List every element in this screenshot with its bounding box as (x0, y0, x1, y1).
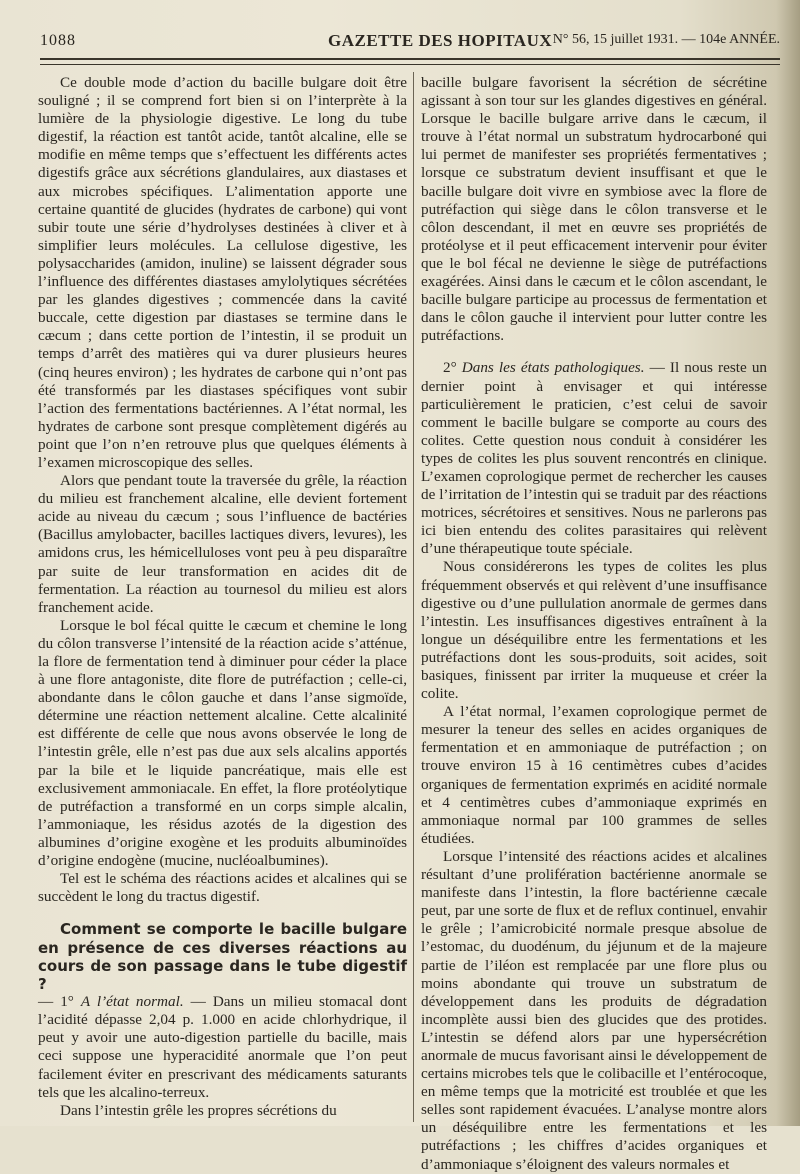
paragraph: Lorsque l’intensité des réactions acides et alcalines résultant d’une prolifération bactérienne anormale se manifeste dans l’intestin, la flore bactérienne cæcale peut, par une sorte de flux et de reflux continuel, envahir le grêle ; l’amicrobicité normale presque absolue de l’estomac, du duodénum, du jéjunum et de la majeure partie de l’iléon est remplacée par une flore plus ou moins abondante qui trouve un substratum de développement dans les produits de dégradation incomplète aussi bien des glucides que des protides. L’intestin se défend alors par une hypersécrétion anormale de mucus favorisant ainsi le développement de certains microbes tels que le colibacille et l’entérocoque, en même temps que la motricité est troublée et que les selles sont rapidement évacuées. L’analyse montre alors un déséquilibre entre les fermentations et les putréfactions ; les chiffres d’acides organiques et d’ammoniaque s’éloignent des valeurs normales et (421, 847, 767, 1173)
spacer (38, 906, 407, 920)
page-number: 1088 (40, 32, 76, 49)
paragraph (38, 993, 407, 1102)
paragraph (421, 359, 767, 558)
paragraph: Alors que pendant toute la traversée du grêle, la réaction du milieu est franchement alcaline, elle devient fortement acide au niveau du cæcum ; sous l’influence de bactéries (Bacillus amylobacter, bacilles lactiques divers, levures), les amidons crus, les hémicelluloses vont peu à peu disparaître par suite de leur transformation en acides dit de fermentation. La réaction au tournesol du milieu est alors franchement acide. (38, 472, 407, 616)
paragraph-prefix: — 1° (38, 993, 81, 1011)
column-divider (413, 72, 414, 1122)
right-column (421, 74, 767, 1174)
issue-info: N° 56, 15 juillet 1931. — 104e ANNÉE. (552, 32, 780, 47)
left-column (38, 74, 407, 1120)
section-heading: Comment se comporte le bacille bulgare en présence de ces diverses réactions au cours de son passage dans le tube digestif ? (38, 920, 407, 993)
journal-title: GAZETTE DES HOPITAUX (328, 31, 553, 50)
paragraph: Nous considérerons les types de colites les plus fréquemment observés et qui relèvent d’une insuffisance digestive ou d’une pullulation anormale de germes dans l’intestin. Les insuffisances digestives entraînent à la longue un déséquilibre entre les fermentations et les putréfactions dont les sous-produits, soit acides, soit basiques, finissent par irriter la muqueuse et créer la colite. (421, 558, 767, 703)
subsection-title: Dans les états pathologiques. (461, 359, 645, 377)
paragraph: Ce double mode d’action du bacille bulgare doit être souligné ; il se comprend fort bien si on l’interprète à la lumière de la physiologie digestive. Le long du tube digestif, la réaction est tantôt acide, tantôt alcaline, elle se modifie en même temps que s’effectuent les différents actes digestifs grâce aux sécrétions glandulaires, aux diastases et aux microbes spécifiques. L’alimentation apporte une certaine quantité de glucides (hydrates de carbone) qui vont subir toute une série d’hydrolyses destinées à cliver et à simplifier leurs molécules. La cellulose digestive, les polysaccharides (amidon, inuline) se laissent dégrader sous l’influence des différentes diastases amylolytiques sécrétées par les glandes digestives ; commencée dans la cavité buccale, cette digestion par diastases se termine dans le cæcum ; dans cette portion de l’intestin, il se produit un temps d’arrêt des matières qui va durer plusieurs heures (cinq heures environ) ; les hydrates de carbone qui n’ont pas été transformés par les diastases spécifiques vont subir l’action des fermentations bactériennes. A l’état normal, les hydrates de carbone sont presque complètement digérés au point que l’on n’en retrouve plus que quelques éléments à l’examen microscopique des selles. (38, 74, 407, 471)
paragraph: A l’état normal, l’examen coprologique permet de mesurer la teneur des selles en acides organiques de fermentation et en ammoniaque de putréfaction ; on trouve environ 15 à 16 centimètres cubes d’acides organiques de fermentation exprimés en acidité normale et 4 centimètres cubes d’ammoniaque exprimés en ammoniaque normal par 100 grammes de selles étudiées. (421, 703, 767, 847)
subsection-title: A l’état normal. (80, 993, 184, 1011)
paragraph-prefix: 2° (443, 359, 462, 377)
page-header (40, 30, 780, 54)
paragraph: Dans l’intestin grêle les propres sécrétions du (60, 1101, 337, 1119)
paragraph-text: — Il nous reste un dernier point à envisager et qui intéresse particulièrement le praticien, c’est celui de savoir comment le bacille bulgare se comporte au cours des colites. Cette question nous conduit à considérer les types de colites les plus souvent rencontrés en clinique. L’examen coprologique permet de rechercher les causes de l’irritation de l’intestin qui se traduit par des réactions motrices, sécrétoires et sensitives. Nous ne parlerons pas ici bien entendu des colites parasitaires qui relèvent d’une thérapeutique toute spéciale. (421, 359, 768, 558)
paragraph: Lorsque le bol fécal quitte le cæcum et chemine le long du côlon transverse l’intensité de la réaction acide s’atténue, la flore de fermentation tend à diminuer pour céder la place à une flore antagoniste, dite flore de putréfaction ; celle-ci, abondante dans le côlon gauche et dans l’anse sigmoïde, détermine une réaction nettement alcaline. Cette alcalinité est différente de celle que nous avons observée le long de l’intestin grêle, elle n’est pas due aux sels alcalins apportés par la bile et le liquide pancréatique, mais elle est exclusivement ammoniacale. En effet, la flore protéolytique de putréfaction a transformé en un corps simple alcalin, l’ammoniaque, les résidus azotés de la digestion des albumines d’origine exogène et les produits albuminoïdes d’origine endogène (mucine, nucléoalbumines). (38, 616, 407, 870)
paragraph: bacille bulgare favorisent la sécrétion de sécrétine agissant à son tour sur les glandes digestives en général. Lorsque le bacille bulgare arrive dans le cæcum, il trouve à l’état normal un substratum hydrocarboné qui lui permet de manifester ses propriétés fermentatives ; lorsque ce substratum devient insuffisant et que le bacille bulgare doit vivre en symbiose avec la flore de putréfaction qui siège dans le côlon transverse et le côlon descendant, il met en œuvre ses propriétés de protéolyse et il peut efficacement intervenir pour éviter que le bol fécal ne devienne le siège de putréfactions exagérées. Ainsi dans le cæcum et le côlon ascendant, le bacille bulgare participe au processus de fermentation et dans le côlon gauche il intervient pour lutter contre les putréfactions. (421, 74, 767, 345)
header-rule-thin (40, 64, 780, 65)
paragraph: Tel est le schéma des réactions acides et alcalines qui se succèdent le long du tractus digestif. (38, 870, 407, 906)
paragraph-text: — Dans un milieu stomacal dont l’acidité dépasse 2,04 p. 1.000 en acide chlorhydrique, il peut y avoir une auto-digestion partielle du bacille, mais ceci suppose une hyperacidité anormale que l’on peut facilement éviter en prescrivant des médicaments saturants tels que les alcalino-terreux. (38, 993, 408, 1101)
spacer (421, 345, 767, 359)
header-rule (40, 58, 780, 60)
